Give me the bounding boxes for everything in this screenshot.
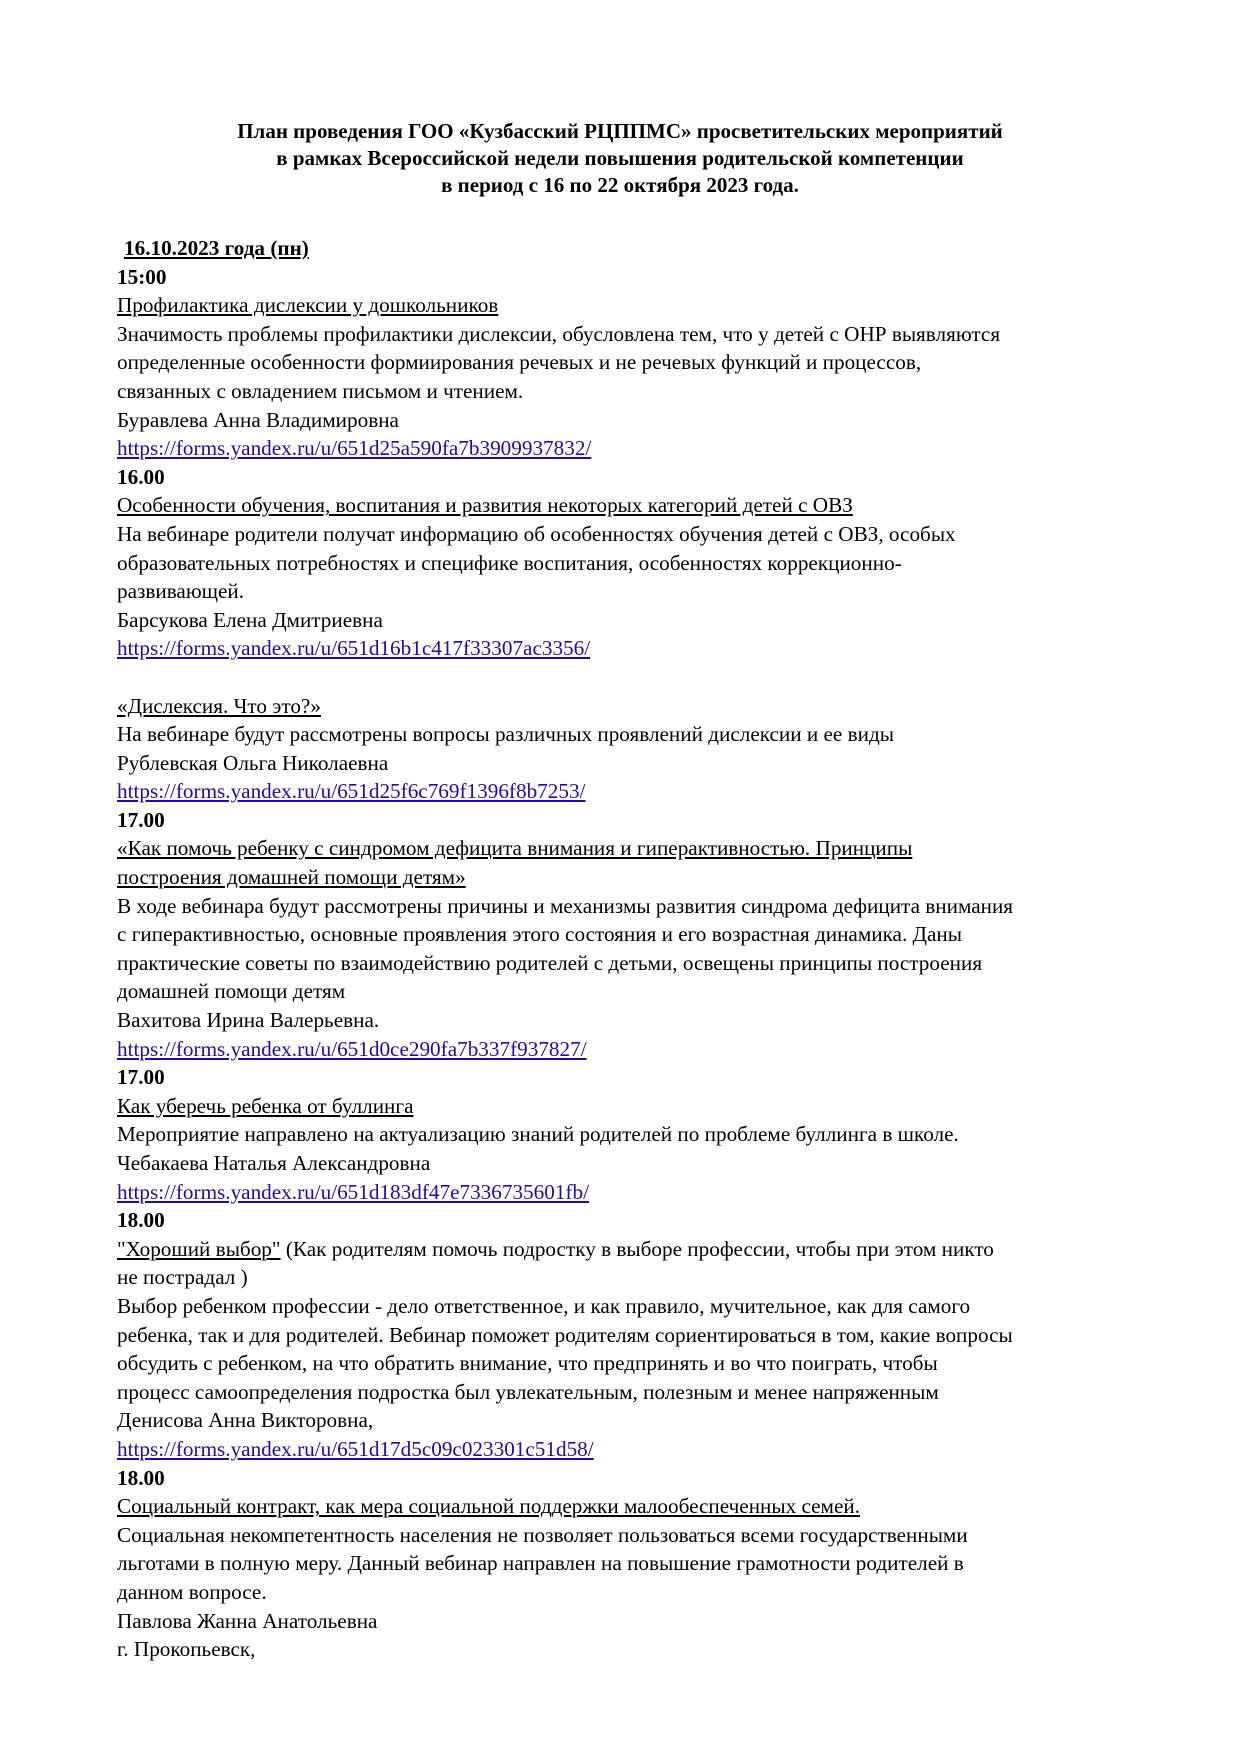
event-speaker: Павлова Жанна Анатольевна <box>117 1608 378 1633</box>
event-speaker: Рублевская Ольга Николаевна <box>117 750 389 775</box>
event-speaker: Денисова Анна Викторовна, <box>117 1408 374 1433</box>
event-description-line: практические советы по взаимодействию родителей с детьми, освещены принципы построения <box>117 950 983 975</box>
event-title: Профилактика дислексии у дошкольников <box>117 293 499 318</box>
event-title: "Хороший выбор" <box>117 1236 281 1261</box>
event-title: построения домашней помощи детям» <box>117 865 466 890</box>
event-location: г. Прокопьевск, <box>117 1637 256 1662</box>
event-description-line: Значимость проблемы профилактики дислексии, обусловлена тем, что у детей с ОНР выявляются <box>117 321 1001 346</box>
event-time: 16.00 <box>117 464 165 489</box>
event-description-line: На вебинаре будут рассмотрены вопросы различных проявлений дислексии и ее виды <box>117 722 894 747</box>
event-speaker: Буравлева Анна Владимировна <box>117 407 399 432</box>
event-description-line: На вебинаре родители получат информацию об особенностях обучения детей с ОВЗ, особых <box>117 521 956 546</box>
event-speaker: Вахитова Ирина Валерьевна. <box>117 1008 380 1033</box>
registration-link[interactable]: https://forms.yandex.ru/u/651d16b1c417f33307ac3356/ <box>117 636 591 661</box>
registration-link[interactable]: https://forms.yandex.ru/u/651d25f6c769f1396f8b7253/ <box>117 779 586 804</box>
header-line-2: в рамках Всероссийской недели повышения родительской компетенции <box>276 146 964 170</box>
event-description-line: определенные особенности формиирования речевых и не речевых функций и процессов, <box>117 350 922 375</box>
event-title: «Как помочь ребенку с синдромом дефицита внимания и гиперактивностью. Принципы <box>117 836 913 861</box>
registration-link[interactable]: https://forms.yandex.ru/u/651d183df47e7336735601fb/ <box>117 1179 589 1204</box>
event-description-line: с гиперактивностью, основные проявления этого состояния и его возрастная динамика. Даны <box>117 922 962 947</box>
event-description-line: процесс самоопределения подростка был увлекательным, полезным и менее напряженным <box>117 1379 939 1404</box>
event-time: 18.00 <box>117 1465 165 1490</box>
day-date: 16.10.2023 года (пн) <box>124 236 309 260</box>
event-title: Социальный контракт, как мера социальной поддержки малообеспеченных семей. <box>117 1494 861 1519</box>
event-time: 17.00 <box>117 1065 165 1090</box>
registration-link[interactable]: https://forms.yandex.ru/u/651d0ce290fa7b337f937827/ <box>117 1036 587 1061</box>
header-line-1: План проведения ГОО «Кузбасский РЦППМС» просветительских мероприятий <box>237 119 1003 143</box>
event-time: 15:00 <box>117 264 167 289</box>
event-title-rest: (Как родителям помочь подростку в выборе профессии, чтобы при этом никто <box>280 1236 994 1261</box>
event-description-line: Выбор ребенком профессии - дело ответственное, и как правило, мучительное, как для самого <box>117 1293 971 1318</box>
event-description-line: льготами в полную меру. Данный вебинар направлен на повышение грамотности родителей в <box>117 1551 964 1576</box>
event-speaker: Чебакаева Наталья Александровна <box>117 1151 431 1175</box>
event-speaker: Барсукова Елена Дмитриевна <box>117 607 383 632</box>
event-title-line-2: не пострадал ) <box>117 1265 248 1290</box>
event-description-line: Мероприятие направлено на актуализацию знаний родителей по проблеме буллинга в школе. <box>117 1122 959 1147</box>
event-description-line: данном вопросе. <box>117 1579 267 1604</box>
event-description-line: образовательных потребностях и специфике воспитания, особенностях коррекционно- <box>117 550 902 575</box>
blank-line <box>117 663 1197 692</box>
document-header <box>0 118 1240 199</box>
event-description-line: обсудить с ребенком, на что обратить внимание, что предпринять и во что поиграть, чтобы <box>117 1351 938 1376</box>
event-description-line: В ходе вебинара будут рассмотрены причины и механизмы развития синдрома дефицита внимания <box>117 893 1014 918</box>
registration-link[interactable]: https://forms.yandex.ru/u/651d17d5c09c023301c51d58/ <box>117 1436 594 1461</box>
event-description-line: домашней помощи детям <box>117 979 346 1004</box>
event-description-line: связанных с овладением письмом и чтением. <box>117 378 524 403</box>
event-title: Как уберечь ребенка от буллинга <box>117 1093 414 1118</box>
event-title: Особенности обучения, воспитания и развития некоторых категорий детей с ОВЗ <box>117 493 853 518</box>
registration-link[interactable]: https://forms.yandex.ru/u/651d25a590fa7b3909937832/ <box>117 436 592 461</box>
event-time: 18.00 <box>117 1208 165 1233</box>
event-title-line <box>117 1235 1197 1264</box>
event-time: 17.00 <box>117 807 165 832</box>
event-description-line: развивающей. <box>117 579 245 604</box>
header-line-3: в период с 16 по 22 октября 2023 года. <box>441 173 799 197</box>
event-title: «Дислексия. Что это?» <box>117 693 321 718</box>
event-description-line: Социальная некомпетентность населения не позволяет пользоваться всеми государственными <box>117 1522 968 1547</box>
event-description-line: ребенка, так и для родителей. Вебинар поможет родителям сориентироваться в том, какие вопросы <box>117 1322 1013 1347</box>
schedule-content <box>117 234 1197 1664</box>
